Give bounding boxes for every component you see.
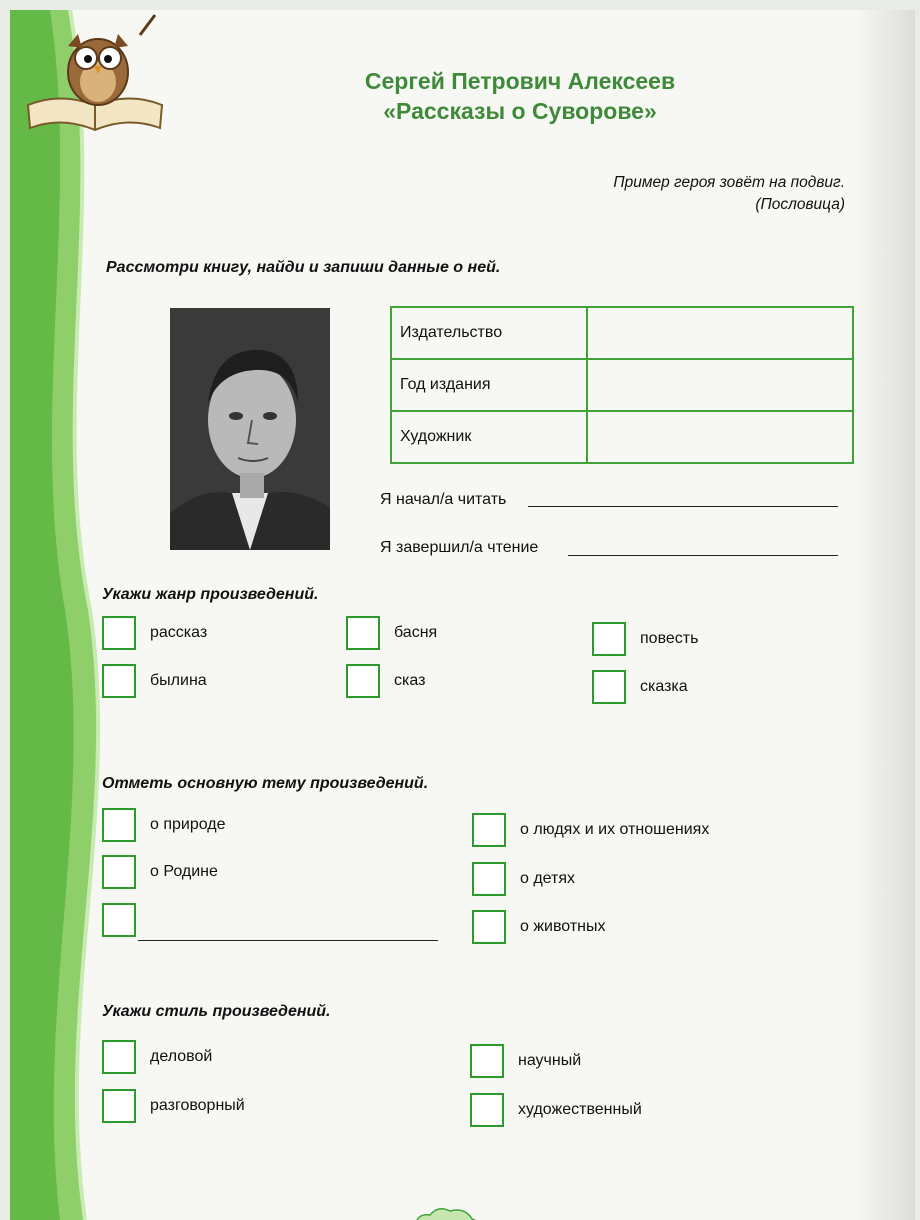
publisher-label: Издательство [391,307,587,359]
genre-option[interactable] [346,664,425,698]
illustrator-label: Художник [391,411,587,463]
genre-task-heading: Укажи жанр произведений. [102,586,319,603]
checkbox[interactable] [472,862,506,896]
page-edge-shadow [855,10,915,1220]
checkbox[interactable] [102,1040,136,1074]
option-label: художественный [518,1101,642,1118]
option-label: разговорный [150,1097,245,1114]
theme-option[interactable] [472,813,709,847]
checkbox[interactable] [346,616,380,650]
checkbox[interactable] [470,1044,504,1078]
genre-option[interactable] [592,670,688,704]
checkbox[interactable] [102,616,136,650]
style-option[interactable] [102,1040,212,1074]
author-portrait-photo [170,308,330,550]
theme-other-field[interactable] [138,940,438,941]
genre-option[interactable] [102,616,207,650]
option-label: деловой [150,1048,213,1065]
option-label: о Родине [150,863,218,880]
checkbox[interactable] [102,664,136,698]
option-label: повесть [640,630,699,647]
finished-reading-field[interactable] [568,555,838,556]
table-row [391,307,853,359]
epigraph-text: Пример героя зовёт на подвиг. [613,174,845,191]
checkbox[interactable] [472,813,506,847]
option-label: былина [150,672,207,689]
option-label: о детях [520,870,576,887]
theme-option-other[interactable] [102,903,150,937]
option-label: басня [394,624,438,641]
style-option[interactable] [102,1089,245,1123]
theme-option[interactable] [102,808,226,842]
illustrator-field[interactable] [587,411,853,463]
book-task-heading: Рассмотри книгу, найди и запиши данные о ней. [106,259,501,276]
genre-option[interactable] [346,616,437,650]
checkbox[interactable] [346,664,380,698]
style-option[interactable] [470,1093,642,1127]
theme-option[interactable] [472,862,575,896]
checkbox[interactable] [470,1093,504,1127]
owl-on-book-icon [20,10,170,135]
option-label: сказ [394,672,426,689]
theme-option[interactable] [472,910,606,944]
checkbox[interactable] [472,910,506,944]
theme-task-heading: Отметь основную тему произведений. [102,775,429,792]
checkbox[interactable] [102,1089,136,1123]
option-label: о людях и их отношениях [520,821,710,838]
started-reading-field[interactable] [528,506,838,507]
green-wave-band [10,10,120,1220]
book-data-table [390,306,854,464]
checkbox[interactable] [102,808,136,842]
workbook-page [10,10,915,1220]
genre-option[interactable] [102,664,207,698]
year-label: Год издания [391,359,587,411]
checkbox[interactable] [102,855,136,889]
page-title-author: Сергей Петрович Алексеев [364,68,676,94]
option-label: о природе [150,816,226,833]
style-task-heading: Укажи стиль произведений. [102,1003,331,1020]
epigraph-source: (Пословица) [755,196,845,213]
option-label: о животных [520,918,606,935]
option-label: научный [518,1052,582,1069]
publisher-field[interactable] [587,307,853,359]
checkbox[interactable] [592,670,626,704]
checkbox[interactable] [102,903,136,937]
option-label: сказка [640,678,688,695]
checkbox[interactable] [592,622,626,656]
page-title-book: «Рассказы о Суворове» [383,98,657,124]
year-field[interactable] [587,359,853,411]
finished-reading-label: Я завершил/а чтение [380,539,539,556]
genre-option[interactable] [592,622,698,656]
started-reading-label: Я начал/а читать [380,491,507,508]
option-label: рассказ [150,624,208,641]
table-row [391,359,853,411]
style-option[interactable] [470,1044,581,1078]
table-row [391,411,853,463]
page-number-cloud-icon [410,1205,480,1220]
theme-option[interactable] [102,855,218,889]
